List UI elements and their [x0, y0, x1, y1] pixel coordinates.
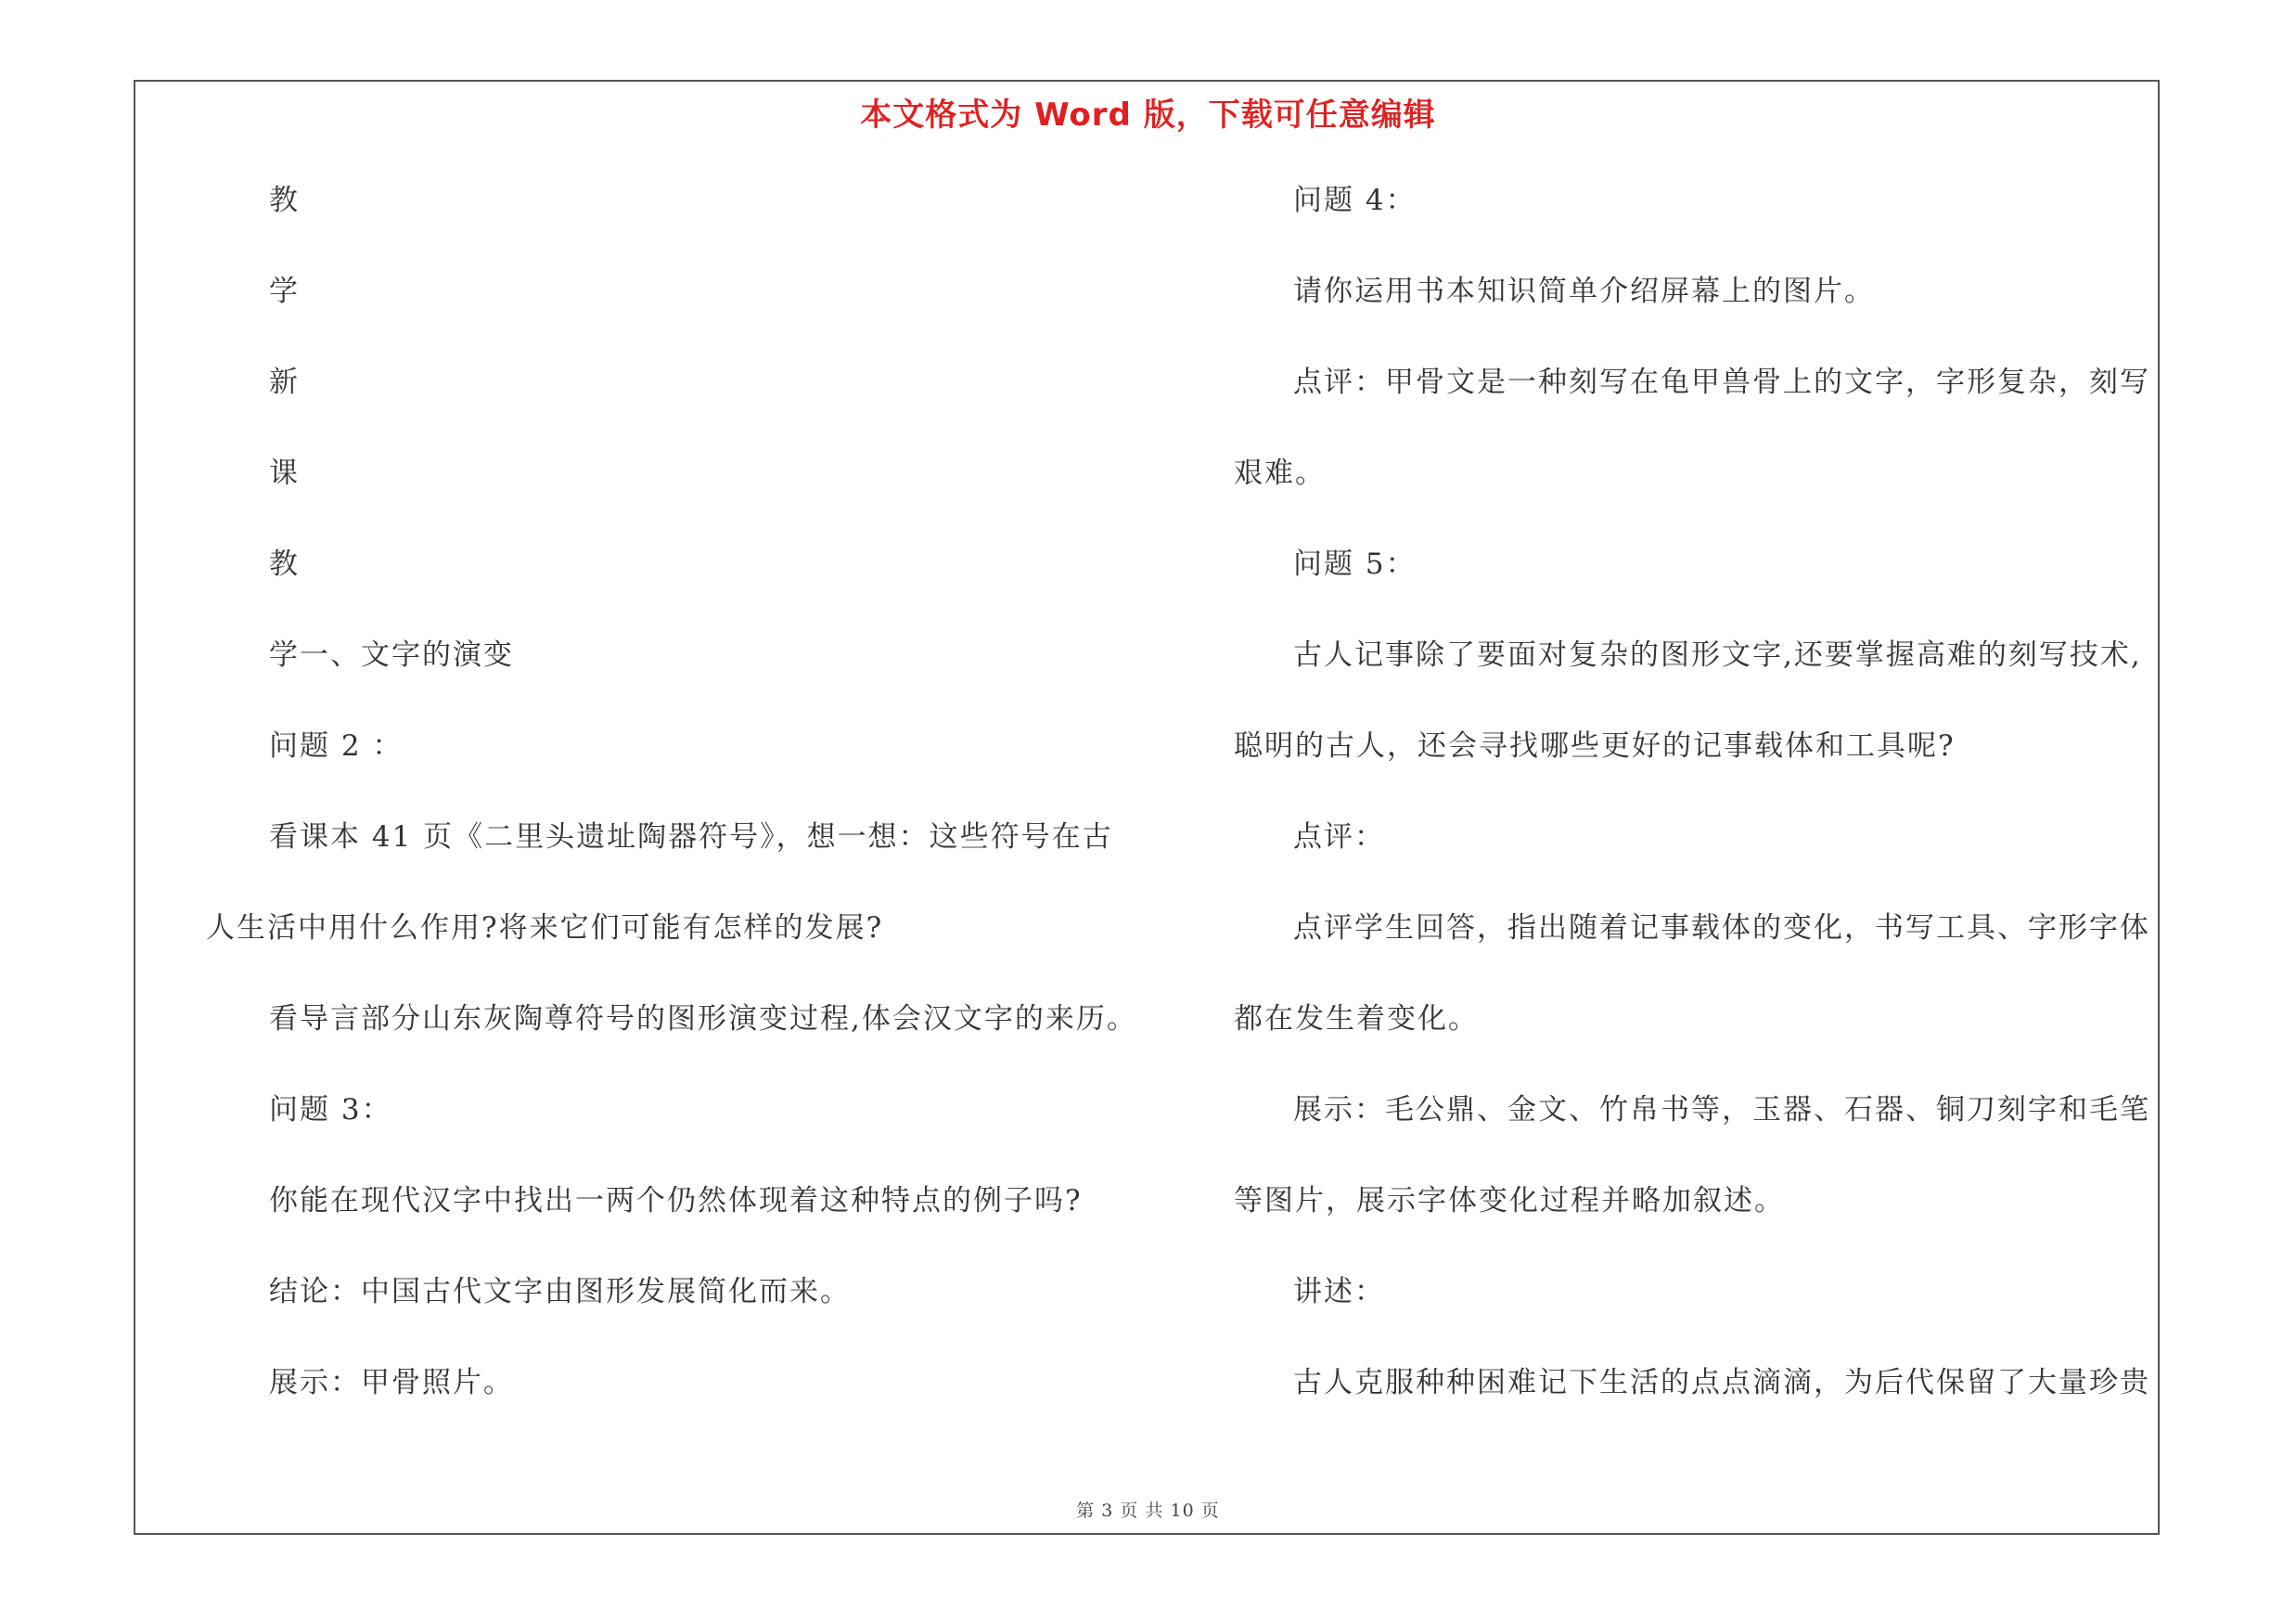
question-label: 问题 2 ：	[269, 729, 404, 763]
question-label: 问题 3：	[269, 1093, 392, 1127]
text-line: 教	[269, 547, 300, 581]
header-banner: 本文格式为 Word 版，下载可任意编辑	[860, 97, 1436, 134]
question-label: 问题 5：	[1293, 547, 1417, 581]
text-line: 点评学生回答，指出随着记事载体的变化，书写工具、字形字体	[1293, 911, 2150, 945]
text-line: 等图片，展示字体变化过程并略加叙述。	[1234, 1184, 1785, 1217]
text-line: 都在发生着变化。	[1234, 1002, 1479, 1036]
text-line: 新	[269, 366, 300, 399]
section-heading: 学一、文字的演变	[269, 638, 514, 672]
question-label: 问题 4：	[1293, 184, 1417, 217]
text-line: 结论：中国古代文字由图形发展简化而来。	[269, 1275, 851, 1308]
text-line: 教	[269, 184, 300, 217]
text-line: 你能在现代汉字中找出一两个仍然体现着这种特点的例子吗?	[269, 1184, 1083, 1217]
text-line: 看导言部分山东灰陶尊符号的图形演变过程,体会汉文字的来历。	[269, 1002, 1137, 1036]
text-line: 聪明的古人，还会寻找哪些更好的记事载体和工具呢?	[1234, 729, 1956, 763]
text-line: 古人记事除了要面对复杂的图形文字,还要掌握高难的刻写技术,	[1293, 638, 2142, 672]
text-line: 看课本 41 页《二里头遗址陶器符号》，想一想：这些符号在古	[269, 820, 1113, 854]
text-line: 请你运用书本知识简单介绍屏幕上的图片。	[1293, 275, 1875, 308]
text-line: 讲述：	[1293, 1275, 1385, 1308]
text-line: 点评：甲骨文是一种刻写在龟甲兽骨上的文字，字形复杂，刻写	[1293, 366, 2150, 399]
text-line: 课	[269, 457, 300, 490]
text-line: 点评：	[1293, 820, 1385, 854]
page-footer: 第 3 页 共 10 页	[1076, 1501, 1220, 1521]
text-line: 古人克服种种困难记下生活的点点滴滴，为后代保留了大量珍贵	[1293, 1366, 2150, 1399]
text-line: 展示：毛公鼎、金文、竹帛书等，玉器、石器、铜刀刻字和毛笔	[1293, 1093, 2150, 1127]
text-line: 艰难。	[1234, 457, 1326, 490]
text-line: 展示：甲骨照片。	[269, 1366, 514, 1399]
text-line: 人生活中用什么作用?将来它们可能有怎样的发展?	[206, 911, 884, 945]
text-line: 学	[269, 275, 300, 308]
